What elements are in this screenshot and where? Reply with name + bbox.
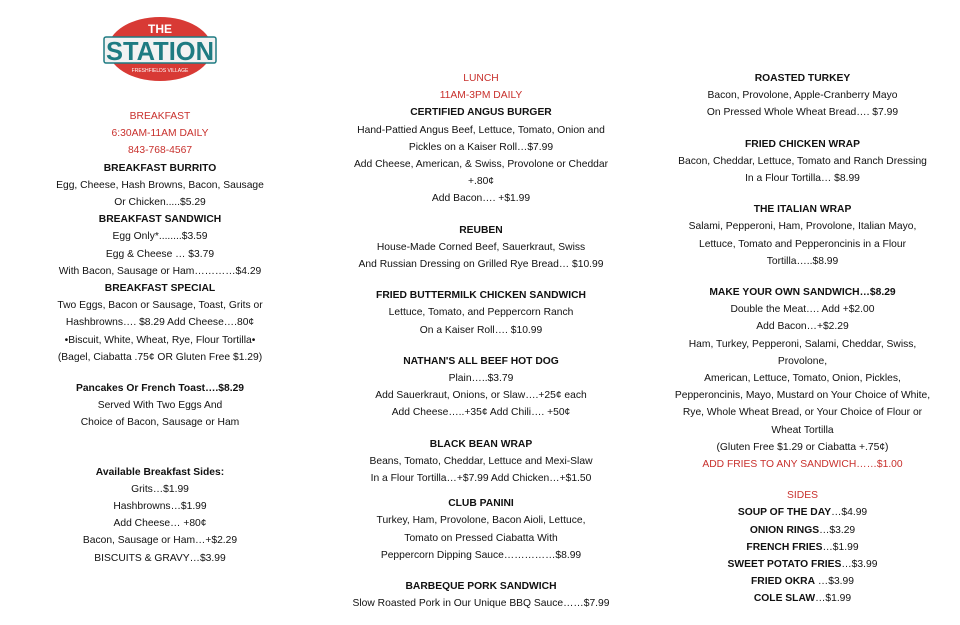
side-price: …$4.99: [831, 507, 868, 519]
side-price: …$3.29: [819, 524, 856, 536]
item-desc: Ham, Turkey, Pepperoni, Salami, Cheddar, Swiss,: [688, 338, 917, 350]
item-name: BREAKFAST BURRITO: [103, 162, 217, 174]
item-desc: Bacon, Cheddar, Lettuce, Tomato and Ranch Dressing: [678, 155, 927, 167]
item-desc: Rye, Whole Wheat Bread, or Your Choice of Flour or: [682, 407, 923, 419]
breakfast-phone: 843-768-4567: [127, 145, 193, 157]
side-item: Grits…$1.99: [131, 483, 189, 495]
lunch-column: [335, 70, 627, 612]
breakfast-column: [28, 108, 292, 567]
item-desc: (Bagel, Ciabatta .75¢ OR Gluten Free $1.29): [57, 351, 263, 363]
item-desc: Add Cheese…..+35¢ Add Chili…. +50¢: [391, 407, 571, 419]
item-desc: Tomato on Pressed Ciabatta With: [404, 532, 558, 544]
item-desc: +.80¢: [467, 176, 495, 188]
side-price: …$3.99: [815, 576, 854, 588]
item-desc: Peppercorn Dipping Sauce……………$8.99: [380, 549, 582, 561]
item-name: CLUB PANINI: [448, 498, 514, 510]
side-item: BISCUITS & GRAVY…$3.99: [94, 552, 226, 564]
logo-word-station: STATION: [106, 36, 214, 66]
logo-tagline: FRESHFIELDS VILLAGE: [131, 68, 189, 74]
sides-title: SIDES: [787, 490, 818, 502]
item-desc: Egg Only*........$3.59: [112, 231, 208, 243]
item-name: REUBEN: [459, 224, 503, 236]
item-desc: Hand-Pattied Angus Beef, Lettuce, Tomato, Onion and: [357, 124, 605, 136]
side-price: …$1.99: [815, 593, 852, 605]
side-item: Bacon, Sausage or Ham…+$2.29: [82, 535, 238, 547]
item-desc: With Bacon, Sausage or Ham…………$4.29: [58, 265, 262, 277]
item-desc: In a Flour Tortilla…+$7.99 Add Chicken…+$1.50: [370, 473, 592, 485]
side-item: [665, 590, 940, 607]
item-name: BREAKFAST SPECIAL: [104, 283, 216, 295]
sandwiches-column: [665, 70, 940, 608]
item-desc: Plain…..$3.79: [448, 373, 514, 385]
breakfast-hours: 6:30AM-11AM DAILY: [111, 128, 209, 140]
item-desc: Salami, Pepperoni, Ham, Provolone, Italian Mayo,: [688, 221, 917, 233]
lunch-hours: 11AM-3PM DAILY: [439, 90, 523, 102]
side-item: Hashbrowns…$1.99: [113, 501, 207, 513]
side-item: [665, 573, 940, 590]
breakfast-title: BREAKFAST: [129, 111, 191, 122]
item-name: ROASTED TURKEY: [754, 73, 851, 84]
item-desc: Wheat Tortilla: [771, 424, 834, 436]
item-desc: House-Made Corned Beef, Sauerkraut, Swiss: [376, 241, 586, 253]
item-name: CERTIFIED ANGUS BURGER: [410, 107, 552, 119]
item-desc: Beans, Tomato, Cheddar, Lettuce and Mexi-Slaw: [369, 455, 593, 467]
item-desc: Hashbrowns…. $8.29 Add Cheese….80¢: [65, 317, 255, 329]
logo-word-the: THE: [148, 22, 172, 36]
item-desc: Slow Roasted Pork in Our Unique BBQ Sauce……$7.99: [352, 598, 610, 610]
side-item: [665, 504, 940, 521]
item-name: BLACK BEAN WRAP: [429, 438, 533, 450]
item-desc: Add Bacon…. +$1.99: [431, 193, 531, 205]
item-desc: In a Flour Tortilla… $8.99: [745, 173, 860, 185]
item-desc: Lettuce, Tomato, and Peppercorn Ranch: [388, 307, 574, 319]
item-desc: Lettuce, Tomato and Pepperoncinis in a Flour: [698, 238, 907, 250]
side-name: FRENCH FRIES: [746, 541, 823, 553]
side-price: …$1.99: [822, 541, 859, 553]
side-item: Add Cheese… +80¢: [113, 518, 207, 530]
item-desc: Tortilla…..$8.99: [766, 255, 839, 267]
item-name: Pancakes Or French Toast….$8.29: [75, 383, 245, 395]
item-desc: On Pressed Whole Wheat Bread…. $7.99: [706, 107, 899, 119]
item-desc: •Biscuit, White, Wheat, Rye, Flour Tortilla•: [64, 334, 256, 346]
side-item: [665, 539, 940, 556]
item-desc: Turkey, Ham, Provolone, Bacon Aioli, Lettuce,: [376, 515, 586, 527]
sides-title: Available Breakfast Sides:: [95, 466, 225, 478]
lunch-title: LUNCH: [463, 73, 499, 84]
item-desc: Or Chicken.....$5.29: [114, 197, 206, 209]
item-name: FRIED CHICKEN WRAP: [745, 138, 860, 150]
side-item: [665, 522, 940, 539]
item-desc: Double the Meat…. Add +$2.00: [730, 304, 875, 316]
item-desc: Add Bacon…+$2.29: [756, 321, 849, 333]
side-item: [665, 556, 940, 573]
station-logo: [101, 16, 219, 82]
item-desc: Pepperoncinis, Mayo, Mustard on Your Choice of White,: [674, 390, 931, 402]
item-desc: Provolone,: [777, 355, 828, 367]
item-desc: Choice of Bacon, Sausage or Ham: [80, 417, 240, 429]
item-desc: Served With Two Eggs And: [97, 400, 223, 412]
item-name: MAKE YOUR OWN SANDWICH…$8.29: [709, 287, 896, 299]
item-desc: Egg & Cheese … $3.79: [105, 248, 215, 260]
item-name: THE ITALIAN WRAP: [753, 204, 852, 216]
side-name: COLE SLAW: [753, 593, 816, 605]
side-name: SWEET POTATO FRIES: [727, 559, 842, 571]
item-desc: Egg, Cheese, Hash Browns, Bacon, Sausage: [56, 179, 264, 191]
item-name: BARBEQUE PORK SANDWICH: [405, 581, 557, 593]
item-desc: (Gluten Free $1.29 or Ciabatta +.75¢): [716, 441, 889, 453]
item-desc: Add Cheese, American, & Swiss, Provolone or Cheddar: [353, 159, 609, 171]
item-desc: And Russian Dressing on Grilled Rye Bread… $10.99: [358, 259, 604, 271]
side-name: SOUP OF THE DAY: [737, 507, 832, 519]
item-name: BREAKFAST SANDWICH: [98, 214, 222, 226]
item-desc: Bacon, Provolone, Apple-Cranberry Mayo: [707, 90, 898, 102]
side-name: ONION RINGS: [749, 524, 820, 536]
item-name: FRIED BUTTERMILK CHICKEN SANDWICH: [376, 290, 586, 302]
side-price: …$3.99: [841, 559, 878, 571]
item-desc: Add Sauerkraut, Onions, or Slaw….+25¢ each: [375, 390, 587, 402]
side-name: FRIED OKRA: [750, 576, 816, 588]
item-desc: American, Lettuce, Tomato, Onion, Pickles,: [704, 373, 901, 385]
item-name: NATHAN'S ALL BEEF HOT DOG: [403, 355, 559, 367]
item-desc: Two Eggs, Bacon or Sausage, Toast, Grits or: [57, 300, 263, 312]
item-desc: On a Kaiser Roll…. $10.99: [419, 324, 543, 336]
item-desc: Pickles on a Kaiser Roll…$7.99: [408, 141, 554, 153]
fries-promo: ADD FRIES TO ANY SANDWICH……$1.00: [702, 459, 903, 471]
